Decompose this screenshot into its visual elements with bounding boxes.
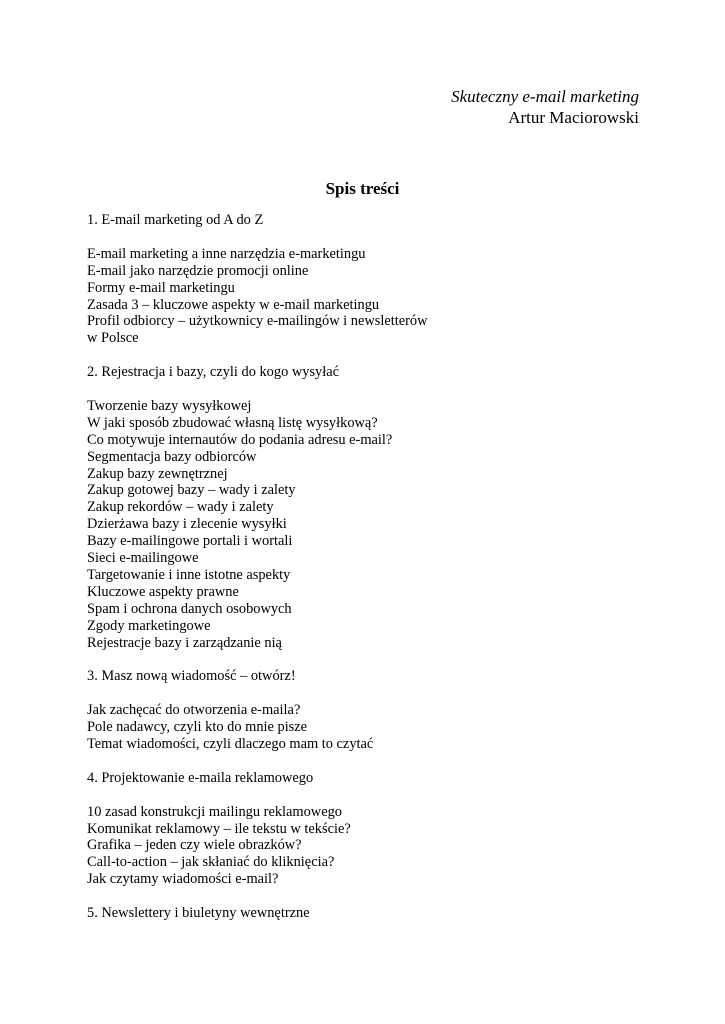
toc-item: Zgody marketingowe xyxy=(87,617,211,634)
toc-chapter xyxy=(87,668,647,753)
chapter-items xyxy=(87,702,647,753)
toc-item: Sieci e-mailingowe xyxy=(87,550,199,567)
toc-chapter xyxy=(87,905,647,922)
toc-item: Komunikat reklamowy – ile tekstu w tekście? xyxy=(87,820,351,837)
toc-item: w Polsce xyxy=(87,330,139,347)
toc-item: Kluczowe aspekty prawne xyxy=(87,583,239,600)
chapter-title: 5. Newslettery i biuletyny wewnętrzne xyxy=(87,905,310,922)
toc-item: Bazy e-mailingowe portali i wortali xyxy=(87,533,293,550)
book-title: Skuteczny e-mail marketing xyxy=(451,87,639,106)
book-header xyxy=(451,86,639,128)
toc-item: Pole nadawcy, czyli kto do mnie pisze xyxy=(87,719,308,736)
toc-title: Spis treści xyxy=(325,179,400,198)
toc-item: Zasada 3 – kluczowe aspekty w e-mail marketingu xyxy=(87,296,380,313)
toc-item: 10 zasad konstrukcji mailingu reklamowego xyxy=(87,803,342,820)
toc-item: Zakup rekordów – wady i zalety xyxy=(87,499,274,516)
table-of-contents xyxy=(87,212,647,922)
chapter-title: 3. Masz nową wiadomość – otwórz! xyxy=(87,668,296,685)
toc-chapter xyxy=(87,212,647,347)
chapter-items xyxy=(87,398,647,652)
toc-item: Temat wiadomości, czyli dlaczego mam to czytać xyxy=(87,736,374,753)
toc-item: Spam i ochrona danych osobowych xyxy=(87,600,292,617)
toc-item: Segmentacja bazy odbiorców xyxy=(87,448,257,465)
chapter-title: 2. Rejestracja i bazy, czyli do kogo wysyłać xyxy=(87,364,340,381)
toc-item: Formy e-mail marketingu xyxy=(87,279,235,296)
toc-chapter xyxy=(87,770,647,888)
toc-chapter xyxy=(87,364,647,651)
toc-item: Call-to-action – jak skłaniać do kliknięcia? xyxy=(87,854,335,871)
toc-item: Zakup gotowej bazy – wady i zalety xyxy=(87,482,296,499)
toc-item: Grafika – jeden czy wiele obrazków? xyxy=(87,837,302,854)
toc-item: E-mail marketing a inne narzędzia e-marketingu xyxy=(87,245,366,262)
toc-item: W jaki sposób zbudować własną listę wysyłkową? xyxy=(87,414,378,431)
chapter-title: 4. Projektowanie e-maila reklamowego xyxy=(87,769,314,786)
toc-item: Jak zachęcać do otworzenia e-maila? xyxy=(87,702,301,719)
toc-item: Targetowanie i inne istotne aspekty xyxy=(87,566,291,583)
chapter-title: 1. E-mail marketing od A do Z xyxy=(87,212,264,228)
toc-item: Jak czytamy wiadomości e-mail? xyxy=(87,871,279,888)
toc-item: Co motywuje internautów do podania adresu e-mail? xyxy=(87,431,393,448)
toc-item: Tworzenie bazy wysyłkowej xyxy=(87,397,252,414)
toc-item: Profil odbiorcy – użytkownicy e-mailingów i newsletterów xyxy=(87,313,428,330)
chapter-items xyxy=(87,246,647,347)
toc-item: Zakup bazy zewnętrznej xyxy=(87,465,228,482)
toc-item: Rejestracje bazy i zarządzanie nią xyxy=(87,634,282,651)
toc-item: E-mail jako narzędzie promocji online xyxy=(87,262,309,279)
book-author: Artur Maciorowski xyxy=(508,108,639,127)
toc-item: Dzierżawa bazy i zlecenie wysyłki xyxy=(87,516,287,533)
chapter-items xyxy=(87,804,647,889)
